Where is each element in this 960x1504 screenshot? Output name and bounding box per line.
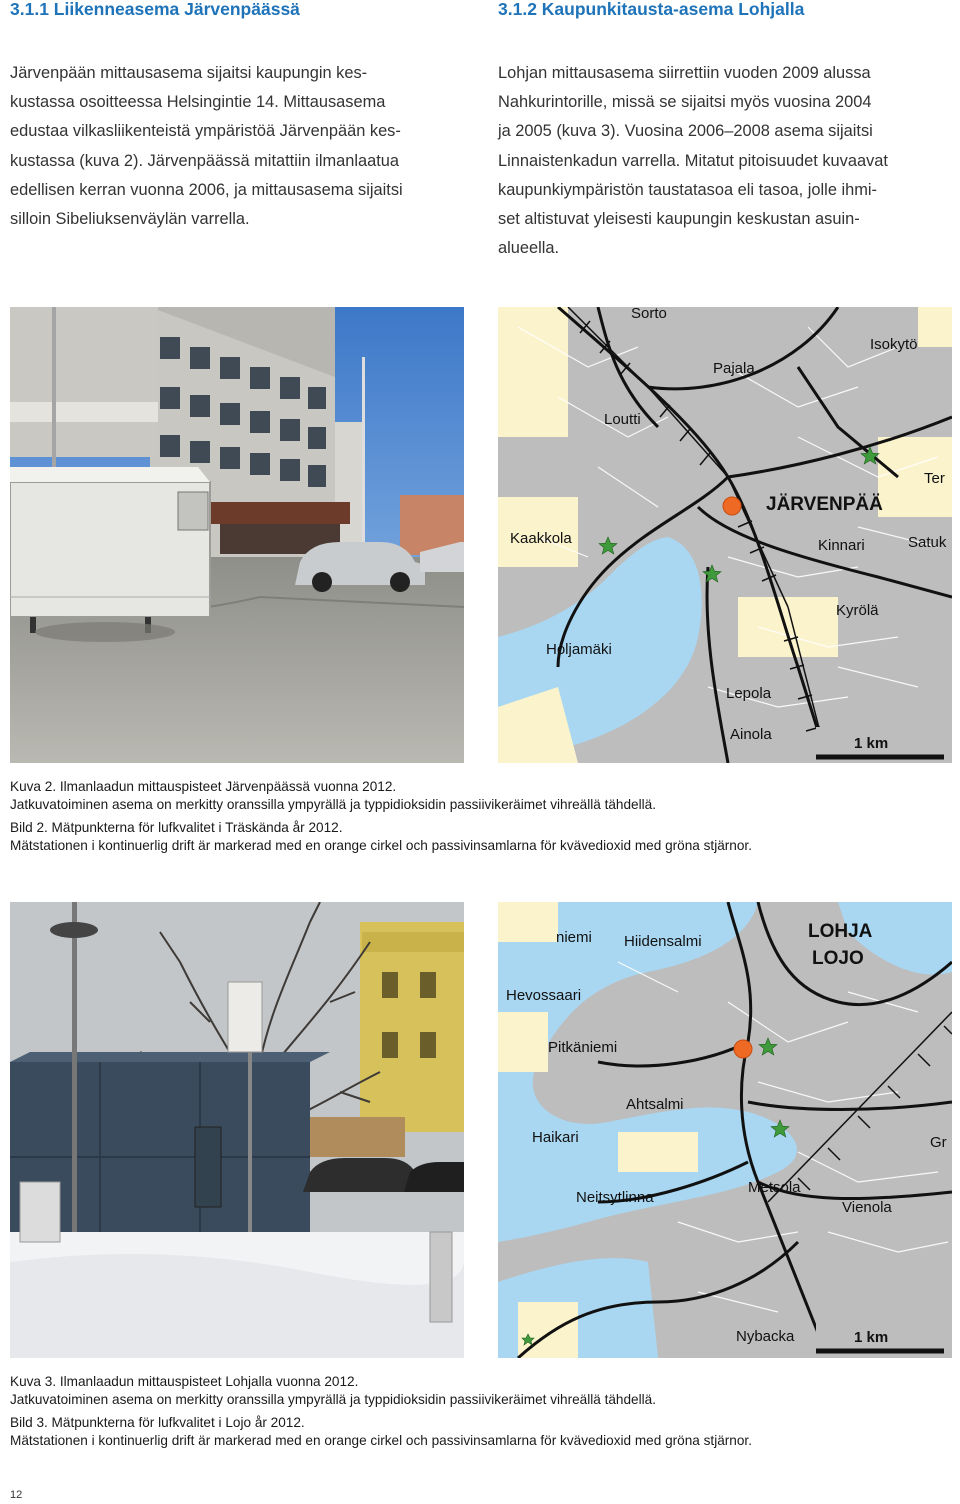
map-label: LOHJA (808, 921, 873, 942)
map-label: Kaakkola (510, 530, 572, 547)
map-label: Gr (930, 1134, 947, 1151)
map-jarvenpaa (498, 307, 952, 763)
map-label: Pajala (713, 360, 755, 377)
map-label: Hiidensalmi (624, 933, 702, 950)
map-label: Kinnari (818, 537, 865, 554)
map-label: Neitsytlinna (576, 1189, 654, 1206)
map-label: Nybacka (736, 1328, 795, 1345)
map-lohja (498, 902, 952, 1358)
page-number: 12 (10, 1489, 23, 1501)
paragraph-jarvenpaa: Järvenpään mittausasema sijaitsi kaupungin kes- kustassa osoitteessa Helsingintie 14. Mittausasema edustaa vilkasliikenteistä ympäristöä Järvenpään kes- kustassa (kuva 2). Järvenpäässä mitattiin ilmanlaatua edellisen kerran vuonna 2006, ja mittausasema sijaitsi silloin Sibeliuksenväylän varrella. (10, 64, 403, 229)
map-label: Haikari (532, 1129, 579, 1146)
photo-jarvenpaa-station (10, 307, 464, 763)
map-label: Metsola (748, 1179, 801, 1196)
map-label: niemi (556, 929, 592, 946)
map-label: Ahtsalmi (626, 1096, 684, 1113)
map-scale-label: 1 km (854, 735, 889, 752)
map-label: Isokytö (870, 336, 918, 353)
map-label: Kyrölä (836, 602, 879, 619)
map-label: Loutti (604, 411, 641, 428)
photo-lohja-station (10, 902, 464, 1358)
map-label: JÄRVENPÄÄ (766, 494, 883, 515)
map-label: Lepola (726, 685, 772, 702)
map-scale-label: 1 km (854, 1329, 889, 1346)
caption-figure-3: Kuva 3. Ilmanlaadun mittauspisteet Lohjalla vuonna 2012. Jatkuvatoiminen asema on merkitty oranssilla ympyrällä ja typpidioksidin passiivikeräimet vihreällä tähdellä. Bild 3. Mätpunkterna för lufkvalitet i Lojo år 2012. Mätstationen i kontinuerlig drift är markerad med en orange cirkel och passivinsamlarna för kvävedioxid med gröna stjärnor. (10, 1374, 752, 1449)
map-label: Pitkäniemi (548, 1039, 618, 1056)
map-label: Hevossaari (506, 987, 582, 1004)
caption-figure-2: Kuva 2. Ilmanlaadun mittauspisteet Järvenpäässä vuonna 2012. Jatkuvatoiminen asema on merkitty oranssilla ympyrällä ja typpidioksidin passiivikeräimet vihreällä tähdellä. Bild 2. Mätpunkterna för lufkvalitet i Träskända år 2012. Mätstationen i kontinuerlig drift är markerad med en orange cirkel och passivinsamlarna för kvävedioxid med gröna stjärnor. (10, 779, 752, 854)
paragraph-lohja: Lohjan mittausasema siirrettiin vuoden 2009 alussa Nahkurintorille, missä se sijaitsi myös vuosina 2004 ja 2005 (kuva 3). Vuosina 2006–2008 asema sijaitsi Linnaistenkadun varrella. Mitatut pitoisuudet kuvaavat kaupunkiympäristön taustatasoa eli tasoa, jolle ihmi- set altistuvat yleisesti kaupungin keskustan asuin- alueella. (498, 64, 888, 258)
map-label: Ainola (730, 726, 772, 743)
map-label: Satuk (908, 534, 947, 551)
map-label: Holjamäki (546, 641, 612, 658)
map-label: Vienola (842, 1199, 892, 1216)
section-heading-jarvenpaa: 3.1.1 Liikenneasema Järvenpäässä (10, 0, 300, 19)
map-label: LOJO (812, 948, 864, 969)
map-label: Ter (924, 470, 945, 487)
map-label: Sorto (631, 307, 667, 322)
section-heading-lohja: 3.1.2 Kaupunkitausta-asema Lohjalla (498, 0, 805, 19)
